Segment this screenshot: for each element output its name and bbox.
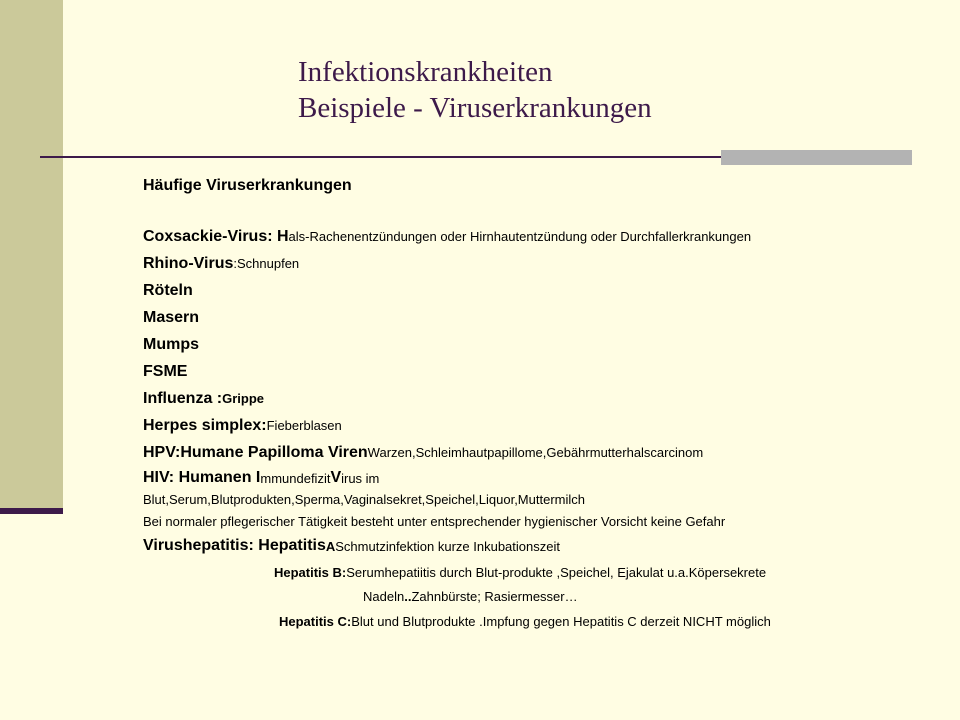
item-name: HPV:Humane Papilloma Viren <box>143 443 368 461</box>
item-desc: Fieberblasen <box>266 418 342 433</box>
list-item-hepatitis <box>143 531 943 561</box>
item-name: Masern <box>143 308 200 326</box>
item-desc: Warzen,Schleimhautpapillome,Gebährmutterhalscarcinom <box>367 445 704 460</box>
side-band-foot <box>0 508 63 514</box>
item-name: FSME <box>143 362 188 380</box>
list-item-hpv <box>143 439 943 466</box>
item-name: Rhino-Virus <box>143 254 234 272</box>
list-item-hiv <box>143 466 943 490</box>
hepatitis-c-label: Hepatitis C: <box>279 613 352 629</box>
list-item-hepatitis-c <box>143 609 943 633</box>
side-band <box>0 0 63 514</box>
hepatitis-a-label: A <box>325 538 336 554</box>
hepatitis-a-desc: Schmutzinfektion kurze Inkubationszeit <box>335 538 560 554</box>
item-name: Mumps <box>143 335 199 353</box>
hepatitis-b-cont-pre: Nadeln <box>363 588 405 604</box>
list-item-herpes <box>143 412 943 439</box>
list-item-coxsackie <box>143 223 943 250</box>
item-name-small: mmundefizit <box>260 470 331 486</box>
list-item-hepatitis-b-cont <box>143 583 943 609</box>
item-desc: als-Rachenentzündungen oder Hirnhautentzündung oder Durchfallerkrankungen <box>288 229 752 244</box>
content-heading: Häufige Viruserkrankungen <box>143 177 352 194</box>
list-item-hepatitis-b <box>143 561 943 583</box>
list-item-influenza <box>143 385 943 412</box>
hiv-note: Bei normaler pflegerischer Tätigkeit besteht unter entsprechender hygienischer Vorsicht keine Gefahr <box>143 514 726 529</box>
hepatitis-b-desc: Serumhepatiitis durch Blut-produkte ,Speichel, Ejakulat u.a.Köpersekrete <box>346 564 767 580</box>
hiv-transmission: Blut,Serum,Blutprodukten,Sperma,Vaginalsekret,Speichel,Liquor,Muttermilch <box>143 492 585 507</box>
item-name-small: irus im <box>341 470 380 486</box>
item-name: Coxsackie-Virus: H <box>143 227 289 245</box>
hepatitis-b-cont-bold: .. <box>404 588 412 604</box>
title-line-1: Infektionskrankheiten <box>298 56 553 88</box>
title-line-2: Beispiele - Viruserkrankungen <box>298 92 652 124</box>
list-item-fsme <box>143 358 943 385</box>
list-item-roeteln <box>143 277 943 304</box>
hepatitis-b-cont-post: Zahnbürste; Rasiermesser… <box>411 588 578 604</box>
hepatitis-c-desc: Blut und Blutprodukte .Impfung gegen Hepatitis C derzeit NICHT möglich <box>351 613 771 629</box>
item-name: V <box>330 469 342 486</box>
item-desc: Grippe <box>222 391 265 406</box>
title-divider-accent <box>721 150 912 165</box>
list-item-rhino <box>143 250 943 277</box>
slide-content <box>143 175 943 633</box>
item-name: Influenza : <box>143 389 223 407</box>
item-name: Herpes simplex: <box>143 416 267 434</box>
hepatitis-b-label: Hepatitis B: <box>274 564 347 580</box>
item-name: Virushepatitis: Hepatitis <box>143 537 326 554</box>
item-name: HIV: Humanen I <box>143 469 261 486</box>
item-desc: :Schnupfen <box>233 256 300 271</box>
list-item-masern <box>143 304 943 331</box>
item-name: Röteln <box>143 281 193 299</box>
slide-title <box>298 54 652 126</box>
list-item-mumps <box>143 331 943 358</box>
